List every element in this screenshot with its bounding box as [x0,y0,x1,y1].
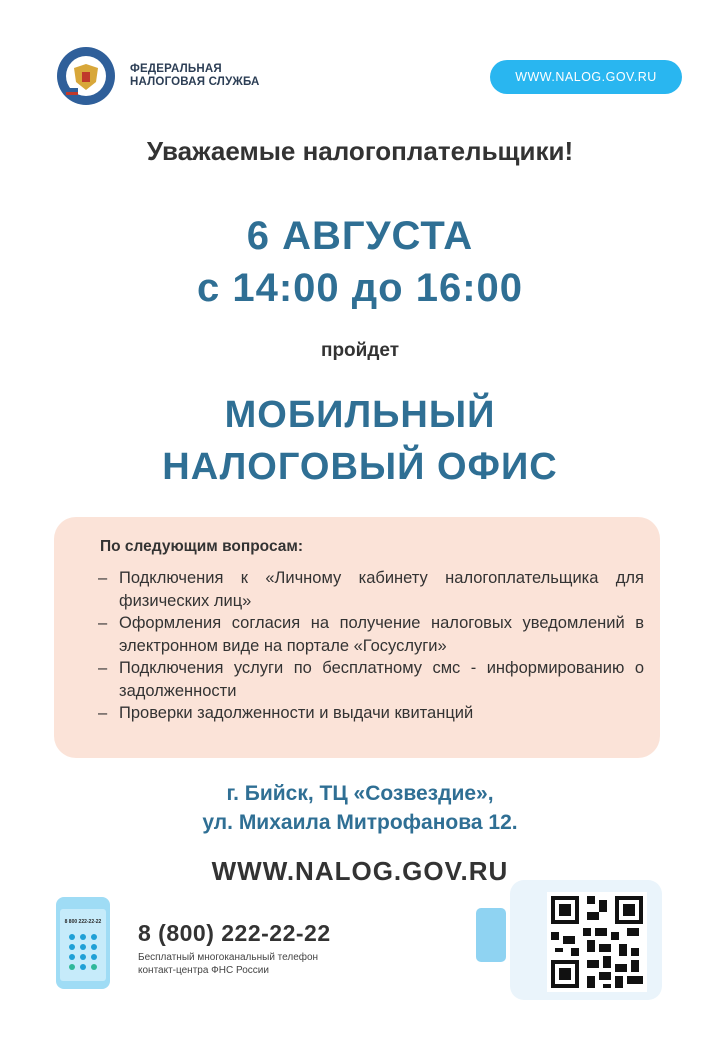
greeting: Уважаемые налогоплательщики! [146,136,574,166]
website-button[interactable]: WWW.NALOG.GOV.RU [490,60,682,94]
header [56,46,682,108]
list-item: – Подключения услуги по бесплатному смс - информированию о задолженности [98,659,644,700]
mini-phone-icon [476,908,506,962]
event-title-line1: МОБИЛЬНЫЙ [224,394,496,436]
event-verb: пройдет [320,340,400,361]
event-time: с 14:00 до 16:00 [196,266,524,310]
website-link[interactable]: WWW.NALOG.GOV.RU [211,856,509,886]
qr-code-icon[interactable] [547,892,647,992]
issues-heading: По следующим вопросам: [100,538,304,555]
hotline-caption [138,951,318,977]
smartphone-keypad-icon [56,897,110,989]
list-item: – Оформления согласия на получение налоговых уведомлений в электронном виде на портале «Госуслуги» [98,614,644,655]
event-date: 6 АВГУСТА [246,214,474,258]
hotline-caption-line1: Бесплатный многоканальный телефон [138,952,319,963]
phone-icon-number: 8 800 222-22-22 [64,919,102,925]
list-item-text: Подключения к «Личному кабинету налогоплательщика для физических лиц» [119,569,644,610]
list-item-text: Проверки задолженности и выдачи квитанций [119,704,474,722]
list-item-text: Подключения услуги по бесплатному смс - информированию о задолженности [119,659,644,700]
address-line1: г. Бийск, ТЦ «Созвездие», [226,782,494,805]
list-item-text: Оформления согласия на получение налоговых уведомлений в электронном виде на портале «Госуслуги» [119,614,644,655]
issues-box [54,517,660,758]
fns-emblem-icon [56,46,116,106]
org-name-line1: ФЕДЕРАЛЬНАЯ [130,63,222,75]
hotline-caption-line2: контакт-центра ФНС России [138,965,269,976]
list-item: – Подключения к «Личному кабинету налогоплательщика для физических лиц» [98,569,644,610]
address-line2: ул. Михаила Митрофанова 12. [202,811,518,834]
org-name-line2: НАЛОГОВАЯ СЛУЖБА [130,76,260,88]
org-name [130,63,260,89]
hotline-phone[interactable]: 8 (800) 222-22-22 [138,920,331,946]
list-item: – Проверки задолженности и выдачи квитанций [98,704,474,722]
issues-list [98,567,644,725]
event-title-line2: НАЛОГОВЫЙ ОФИС [162,446,558,488]
